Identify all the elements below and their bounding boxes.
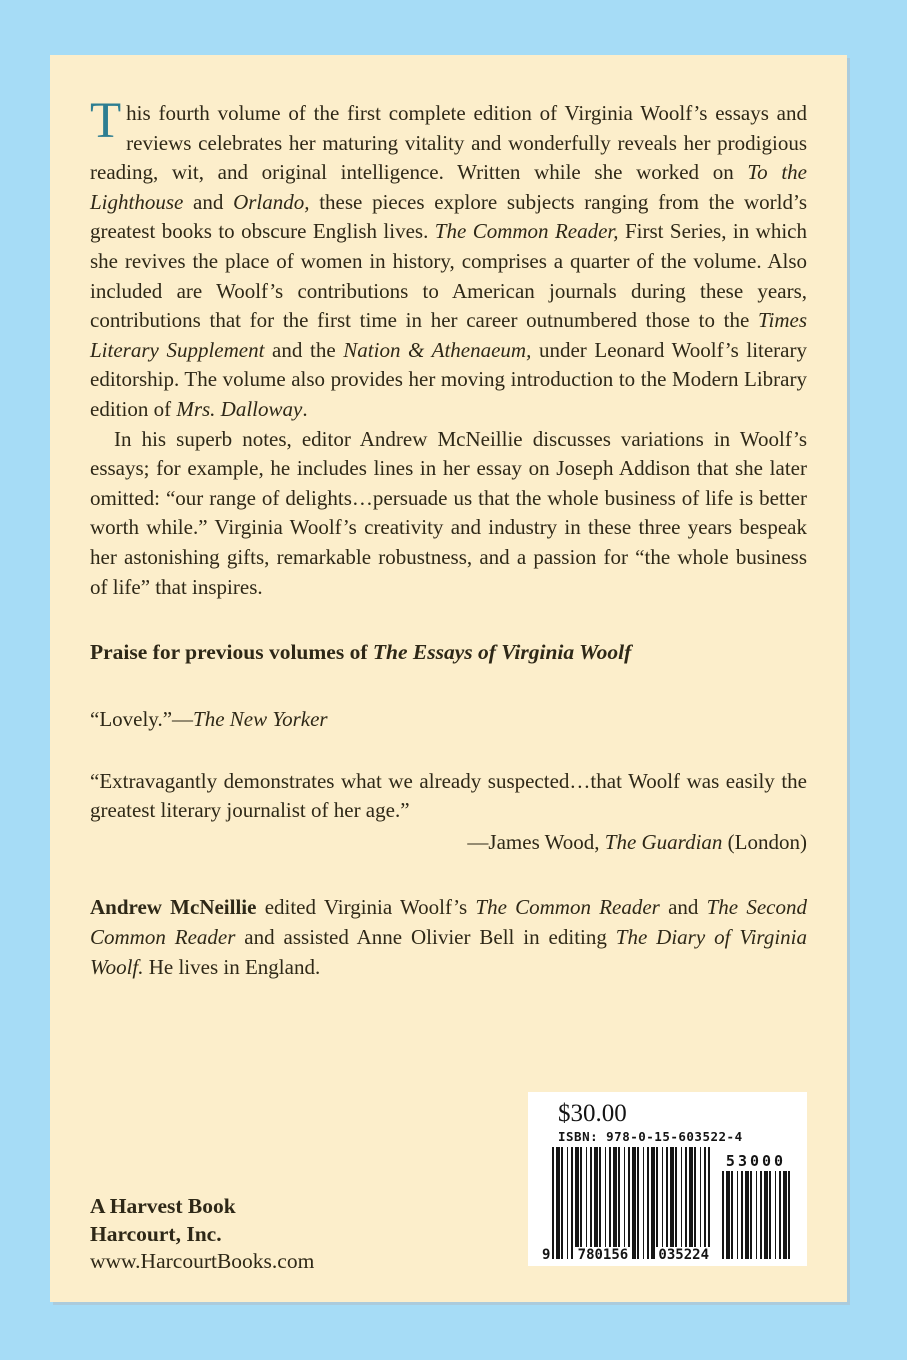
ean-barcode bbox=[542, 1147, 710, 1263]
supplement-digits: 53000 bbox=[725, 1152, 787, 1170]
barcode-row bbox=[542, 1147, 797, 1263]
synopsis-paragraph-1: This fourth volume of the first complete edition of Virginia Woolf’s essays and reviews celebrates her maturing vitality and wonderfully reveals her prodigious reading, wit, and original intelligence. Written while she worked on To the Lighthouse and Orlando, these pieces explore subjects ranging from the world’s greatest books to obscure English lives. The Common Reader, First Series, in which she revives the place of women in history, comprises a quarter of the volume. Also included are Woolf’s contributions to American journals during these years, contributions that for the first time in her career outnumbered those to the Times Literary Supplement and the Nation & Athenaeum, under Leonard Woolf’s literary editorship. The volume also provides her moving introduction to the Modern Library edition of Mrs. Dalloway. bbox=[90, 93, 807, 421]
publisher-website: www.HarcourtBooks.com bbox=[90, 1249, 315, 1273]
ean-digit-group-left: 9 bbox=[542, 1247, 551, 1263]
supplement-barcode-bars bbox=[722, 1171, 790, 1259]
praise-quote-new-yorker: “Lovely.”—The New Yorker bbox=[90, 707, 328, 732]
publisher-imprint: A Harvest Book bbox=[90, 1194, 236, 1218]
praise-attribution-james-wood: —James Wood, The Guardian (London) bbox=[467, 829, 807, 854]
praise-quote-james-wood: “Extravagantly demonstrates what we already suspected…that Woolf was easily the greatest literary journalist of her age.” bbox=[90, 768, 807, 823]
praise-heading: Praise for previous volumes of The Essays of Virginia Woolf bbox=[90, 640, 632, 665]
price: $30.00 bbox=[558, 1100, 627, 1127]
publisher-name: Harcourt, Inc. bbox=[90, 1221, 222, 1246]
supplement-barcode bbox=[722, 1152, 790, 1259]
ean-digit-group-right: 035224 bbox=[655, 1247, 712, 1263]
ean-barcode-digits bbox=[542, 1247, 712, 1263]
publisher-block bbox=[90, 1193, 314, 1276]
synopsis bbox=[90, 93, 807, 602]
book-back-cover bbox=[50, 55, 847, 1302]
ean-barcode-bars bbox=[552, 1147, 710, 1259]
barcode-panel bbox=[528, 1092, 807, 1266]
ean-digit-group-mid: 780156 bbox=[575, 1247, 632, 1263]
author-bio: Andrew McNeillie edited Virginia Woolf’s The Common Reader and The Second Common Reader and assisted Anne Olivier Bell in editing The Diary of Virginia Woolf. He lives in England. bbox=[90, 895, 807, 979]
isbn-text: ISBN: 978-0-15-603522-4 bbox=[558, 1129, 743, 1144]
synopsis-paragraph-2: In his superb notes, editor Andrew McNeillie discusses variations in Woolf’s essays; for example, he includes lines in her essay on Joseph Addison that she later omitted: “our range of delights…persuade us that the whole business of life is better worth while.” Virginia Woolf’s creativity and industry in these three years bespeak her astonishing gifts, remarkable robustness, and a passion for “the whole business of life” that inspires. bbox=[90, 426, 807, 599]
